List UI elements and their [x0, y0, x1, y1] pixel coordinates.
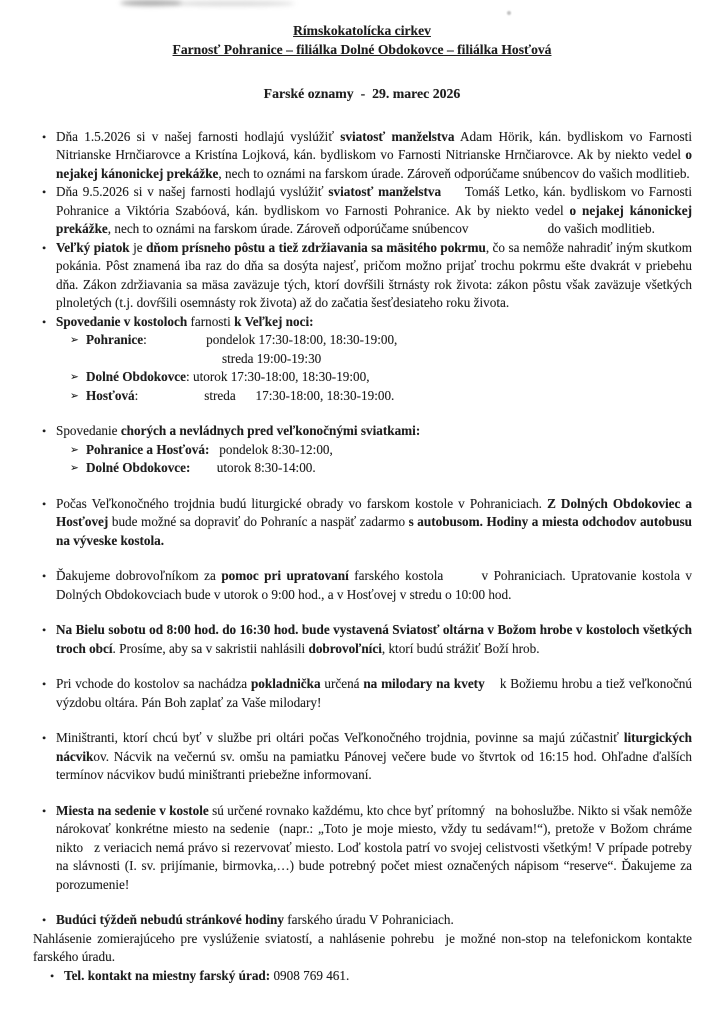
item-text: [56, 183, 696, 239]
page-title: Farské oznamy - 29. marec 2026: [263, 86, 461, 101]
text-segment-bold: Miesta na sedenie v kostole: [56, 802, 209, 818]
text-segment-bold: sviatosť manželstva: [340, 128, 455, 144]
text-segment: Tomáš Letko, kán. bydliskom vo Farnosti Pohranice a Viktória Szabóová, kán. bydliskom vo Farnosti Pohranice. Ak by niekto vedel: [56, 184, 696, 218]
text-segment: Pri vchode do kostolov sa nachádza: [56, 676, 251, 691]
text-segment: je: [129, 239, 147, 255]
item-text: [56, 675, 696, 712]
arrow-marker-icon: ➢: [70, 389, 79, 402]
announcement-item: [33, 567, 696, 604]
bullet-marker-icon: •: [42, 496, 47, 511]
text-segment-bold: Pohranice a Hosťová:: [86, 441, 210, 457]
bullet-marker-icon: •: [42, 185, 47, 199]
text-segment-bold: o nejakej kánonickej prekážke: [56, 202, 696, 236]
item-text: [222, 350, 692, 369]
plain-paragraph: [33, 930, 696, 967]
arrow-marker-icon: ➢: [70, 334, 79, 346]
arrow-marker-icon: ➢: [70, 462, 79, 474]
text-segment-bold: Na Bielu sobotu od 8:00 hod. do 16:30 hod. bude vystavená Sviatosť oltárna v Božom hrobe v kostoloch všetkých troch obcí: [56, 622, 696, 656]
item-text: [86, 331, 692, 350]
bullet-marker-icon: •: [42, 314, 47, 329]
item-text: [56, 729, 696, 785]
text-segment-bold: dobrovoľníci: [308, 640, 382, 656]
text-segment-bold: Tel. kontakt na miestny farský úrad:: [64, 967, 271, 983]
announcement-item: [33, 128, 696, 184]
announcement-item: [33, 802, 696, 895]
scan-artifact: [170, 1, 295, 6]
schedule-sub-item: [33, 368, 692, 387]
item-text: [56, 911, 692, 930]
text-segment-bold: Z Dolných Obdokoviec a Hosťovej: [56, 495, 696, 529]
item-text: [56, 621, 696, 658]
text-segment-bold: pomoc pri upratovaní: [221, 568, 349, 583]
header-line-parish: Farnosť Pohranice – filiálka Dolné Obdokovce – filiálka Hosťová: [172, 41, 552, 57]
bullet-marker-icon: •: [42, 913, 47, 927]
item-text: [86, 459, 692, 478]
item-text: [56, 128, 696, 184]
bullet-marker-icon: •: [42, 569, 47, 583]
text-segment: Miništranti, ktorí chcú byť v službe pri oltári počas Veľkonočného trojdnia, povinne sa majú zúčastniť: [56, 730, 624, 745]
bullet-marker-icon: •: [42, 424, 47, 438]
schedule-sub-item: [33, 441, 692, 460]
item-text: [56, 313, 692, 332]
text-segment-bold: chorých a nevládnych pred veľkonočnými sviatkami:: [120, 423, 421, 438]
schedule-sub-item: [33, 331, 692, 350]
text-segment: Dňa 9.5.2026 si v našej farnosti hodlajú vyslúžiť: [56, 184, 329, 199]
text-segment: farského kostola v Pohraniciach. Upratovanie kostola v Dolných Obdokovciach bude v utorok o 9:00 hod., a v Hosťovej v stredu o 10:00 hod.: [56, 568, 696, 602]
bullet-marker-icon: •: [42, 623, 47, 637]
schedule-sub-item: [33, 459, 692, 478]
announcement-item: [33, 621, 696, 658]
announcement-item: [33, 675, 696, 712]
text-segment: Ďakujeme dobrovoľníkom za: [56, 568, 222, 583]
text-segment: , nech to oznámi na farskom úrade. Zároveň odporúčame snúbencov do vašich modlitieb.: [218, 165, 690, 181]
text-segment: farského úradu V Pohraniciach.: [283, 912, 454, 927]
text-segment: . Prosíme, aby sa v sakristii nahlásili: [112, 640, 309, 656]
text-segment: : streda 17:30-18:00, 18:30-19:00.: [134, 387, 395, 403]
text-segment: : utorok 17:30-18:00, 18:30-19:00,: [186, 369, 370, 384]
document-header: [0, 0, 724, 59]
item-text: [56, 567, 696, 604]
text-segment-bold: na milodary na kvety: [363, 676, 485, 691]
text-segment: bude možné sa dopraviť do Pohraníc a naspäť zadarmo: [108, 514, 409, 529]
text-segment-bold: dňom prísneho pôstu a tiež zdržiavania sa mäsitého pokrmu: [146, 239, 486, 255]
item-text: [33, 930, 696, 967]
item-text: [86, 387, 692, 406]
text-segment: pondelok 8:30-12:00,: [209, 441, 333, 457]
text-segment: Počas Veľkonočného trojdnia budú liturgické obrady vo farskom kostole v Pohraniciach.: [56, 495, 548, 511]
text-segment: Dňa 1.5.2026 si v našej farnosti hodlajú vyslúžiť: [56, 128, 341, 144]
text-segment: : pondelok 17:30-18:00, 18:30-19:00,: [143, 332, 398, 347]
text-segment-bold: Dolné Obdokovce:: [86, 460, 191, 475]
text-segment-bold: s autobusom. Hodiny a miesta odchodov autobusu na výveske kostola.: [56, 514, 699, 548]
schedule-continuation-line: [33, 350, 692, 369]
item-text: [86, 441, 692, 460]
text-segment: , nech to oznámi na farskom úrade. Zároveň odporúčame snúbencov do vašich modlitieb.: [107, 221, 655, 236]
text-segment-bold: pokladnička: [250, 676, 321, 691]
announcement-item: [33, 239, 696, 313]
text-segment: určená: [320, 676, 364, 691]
text-segment: 0908 769 461.: [270, 967, 350, 983]
arrow-marker-icon: ➢: [70, 443, 79, 456]
arrow-marker-icon: ➢: [70, 371, 79, 383]
bullet-marker-icon: •: [50, 968, 55, 983]
announcement-item: [33, 911, 692, 930]
text-segment: utorok 8:30-14:00.: [190, 460, 316, 475]
text-segment: ov. Nácvik na večernú sv. omšu na pamiatku Pánovej večere bude vo štvrtok od 16:15 hod. Ohľadne ďalších termínov nácvikov budú miništranti priebežne informovaní.: [56, 748, 696, 782]
bullet-marker-icon: •: [42, 677, 47, 691]
text-segment: Spovedanie: [56, 423, 121, 438]
item-text: [86, 368, 692, 387]
announcement-item: [33, 729, 696, 785]
text-segment: streda 19:00-19:30: [222, 350, 322, 366]
text-segment: farnosti: [187, 313, 235, 329]
text-segment: , ktorí budú strážiť Boží hrob.: [381, 640, 540, 656]
announcement-item: [33, 967, 692, 986]
text-segment-bold: Dolné Obdokovce: [86, 369, 187, 384]
text-segment: , čo sa nemôže nahradiť iným skutkom pokánia. Pôst znamená iba raz do dňa sa dosýta najesť, pričom možno prijať trochu pokrmu ešte dvakrát v priebehu dňa. Zákon zdržiavania sa mäsa zaväzuje tých, ktorí dovŕšili štrnásty rok života: zákon pôstu však zaväzuje všetkých plnoletých (t.j. dovŕšili osemnásty rok života) až do začatia šesťdesiateho roku života.: [56, 239, 696, 310]
text-segment: Nahlásenie zomierajúceho pre vyslúženie sviatostí, a nahlásenie pohrebu je možné non-stop na telefonickom kontakte farského úradu.: [33, 930, 696, 964]
text-segment-bold: Budúci týždeň nebudú stránkové hodiny: [56, 912, 284, 927]
schedule-sub-item: [33, 387, 692, 406]
header-line-church: Rímskokatolícka cirkev: [293, 23, 431, 38]
item-text: [56, 422, 692, 441]
text-segment-bold: o nejakej kánonickej prekážke: [56, 147, 696, 181]
text-segment-bold: liturgických nácvik: [56, 730, 696, 764]
bullet-marker-icon: •: [42, 803, 47, 818]
text-segment: sú určené rovnako každému, kto chce byť prítomný na bohoslužbe. Nikto si však nemôže nárokovať konkrétne miesto na sedenie (napr.: „Toto je moje miesto, vždy tu sedávam!“), pretože v Božom chráme nikto z veriacich nemá právo si rezervovať miesto. Loď kostola patrí vo svojej celistvosti všetkým! V prípade potreby na slávnosti (I. sv. prijímanie, birmovka,…) bude potrebný počet miest označených nápisom “reserve“. Ďakujeme za porozumenie!: [56, 802, 696, 892]
bullet-marker-icon: •: [42, 240, 47, 255]
text-segment-bold: sviatosť manželstva: [328, 184, 442, 199]
announcement-item: [33, 313, 692, 332]
item-text: [56, 802, 696, 895]
announcement-item: [33, 495, 699, 551]
announcement-item: [33, 422, 692, 441]
text-segment-bold: Hosťová: [86, 387, 135, 403]
text-segment-bold: Pohranice: [86, 332, 144, 347]
announcements-list: [0, 128, 724, 986]
bullet-marker-icon: •: [42, 129, 47, 144]
announcement-item: [33, 183, 696, 239]
text-segment-bold: k Veľkej noci:: [234, 313, 314, 329]
text-segment-bold: Veľký piatok: [56, 239, 130, 255]
text-segment-bold: Spovedanie v kostoloch: [56, 313, 188, 329]
item-text: [56, 239, 696, 313]
item-text: [56, 495, 699, 551]
scan-artifact: [507, 11, 511, 15]
bullet-marker-icon: •: [42, 731, 47, 745]
item-text: [64, 967, 692, 986]
text-segment: Adam Hörik, kán. bydliskom vo Farnosti Nitrianske Hrnčiarovce a Kristína Lojková, kán. bydliskom vo Farnosti Nitrianske Hrnčiarovce. Ak by niekto vedel: [56, 128, 696, 162]
text-segment: k Božiemu hrobu a tiež veľkonočnú výzdobu oltára. Pán Boh zaplať za Vaše milodary!: [56, 676, 696, 710]
